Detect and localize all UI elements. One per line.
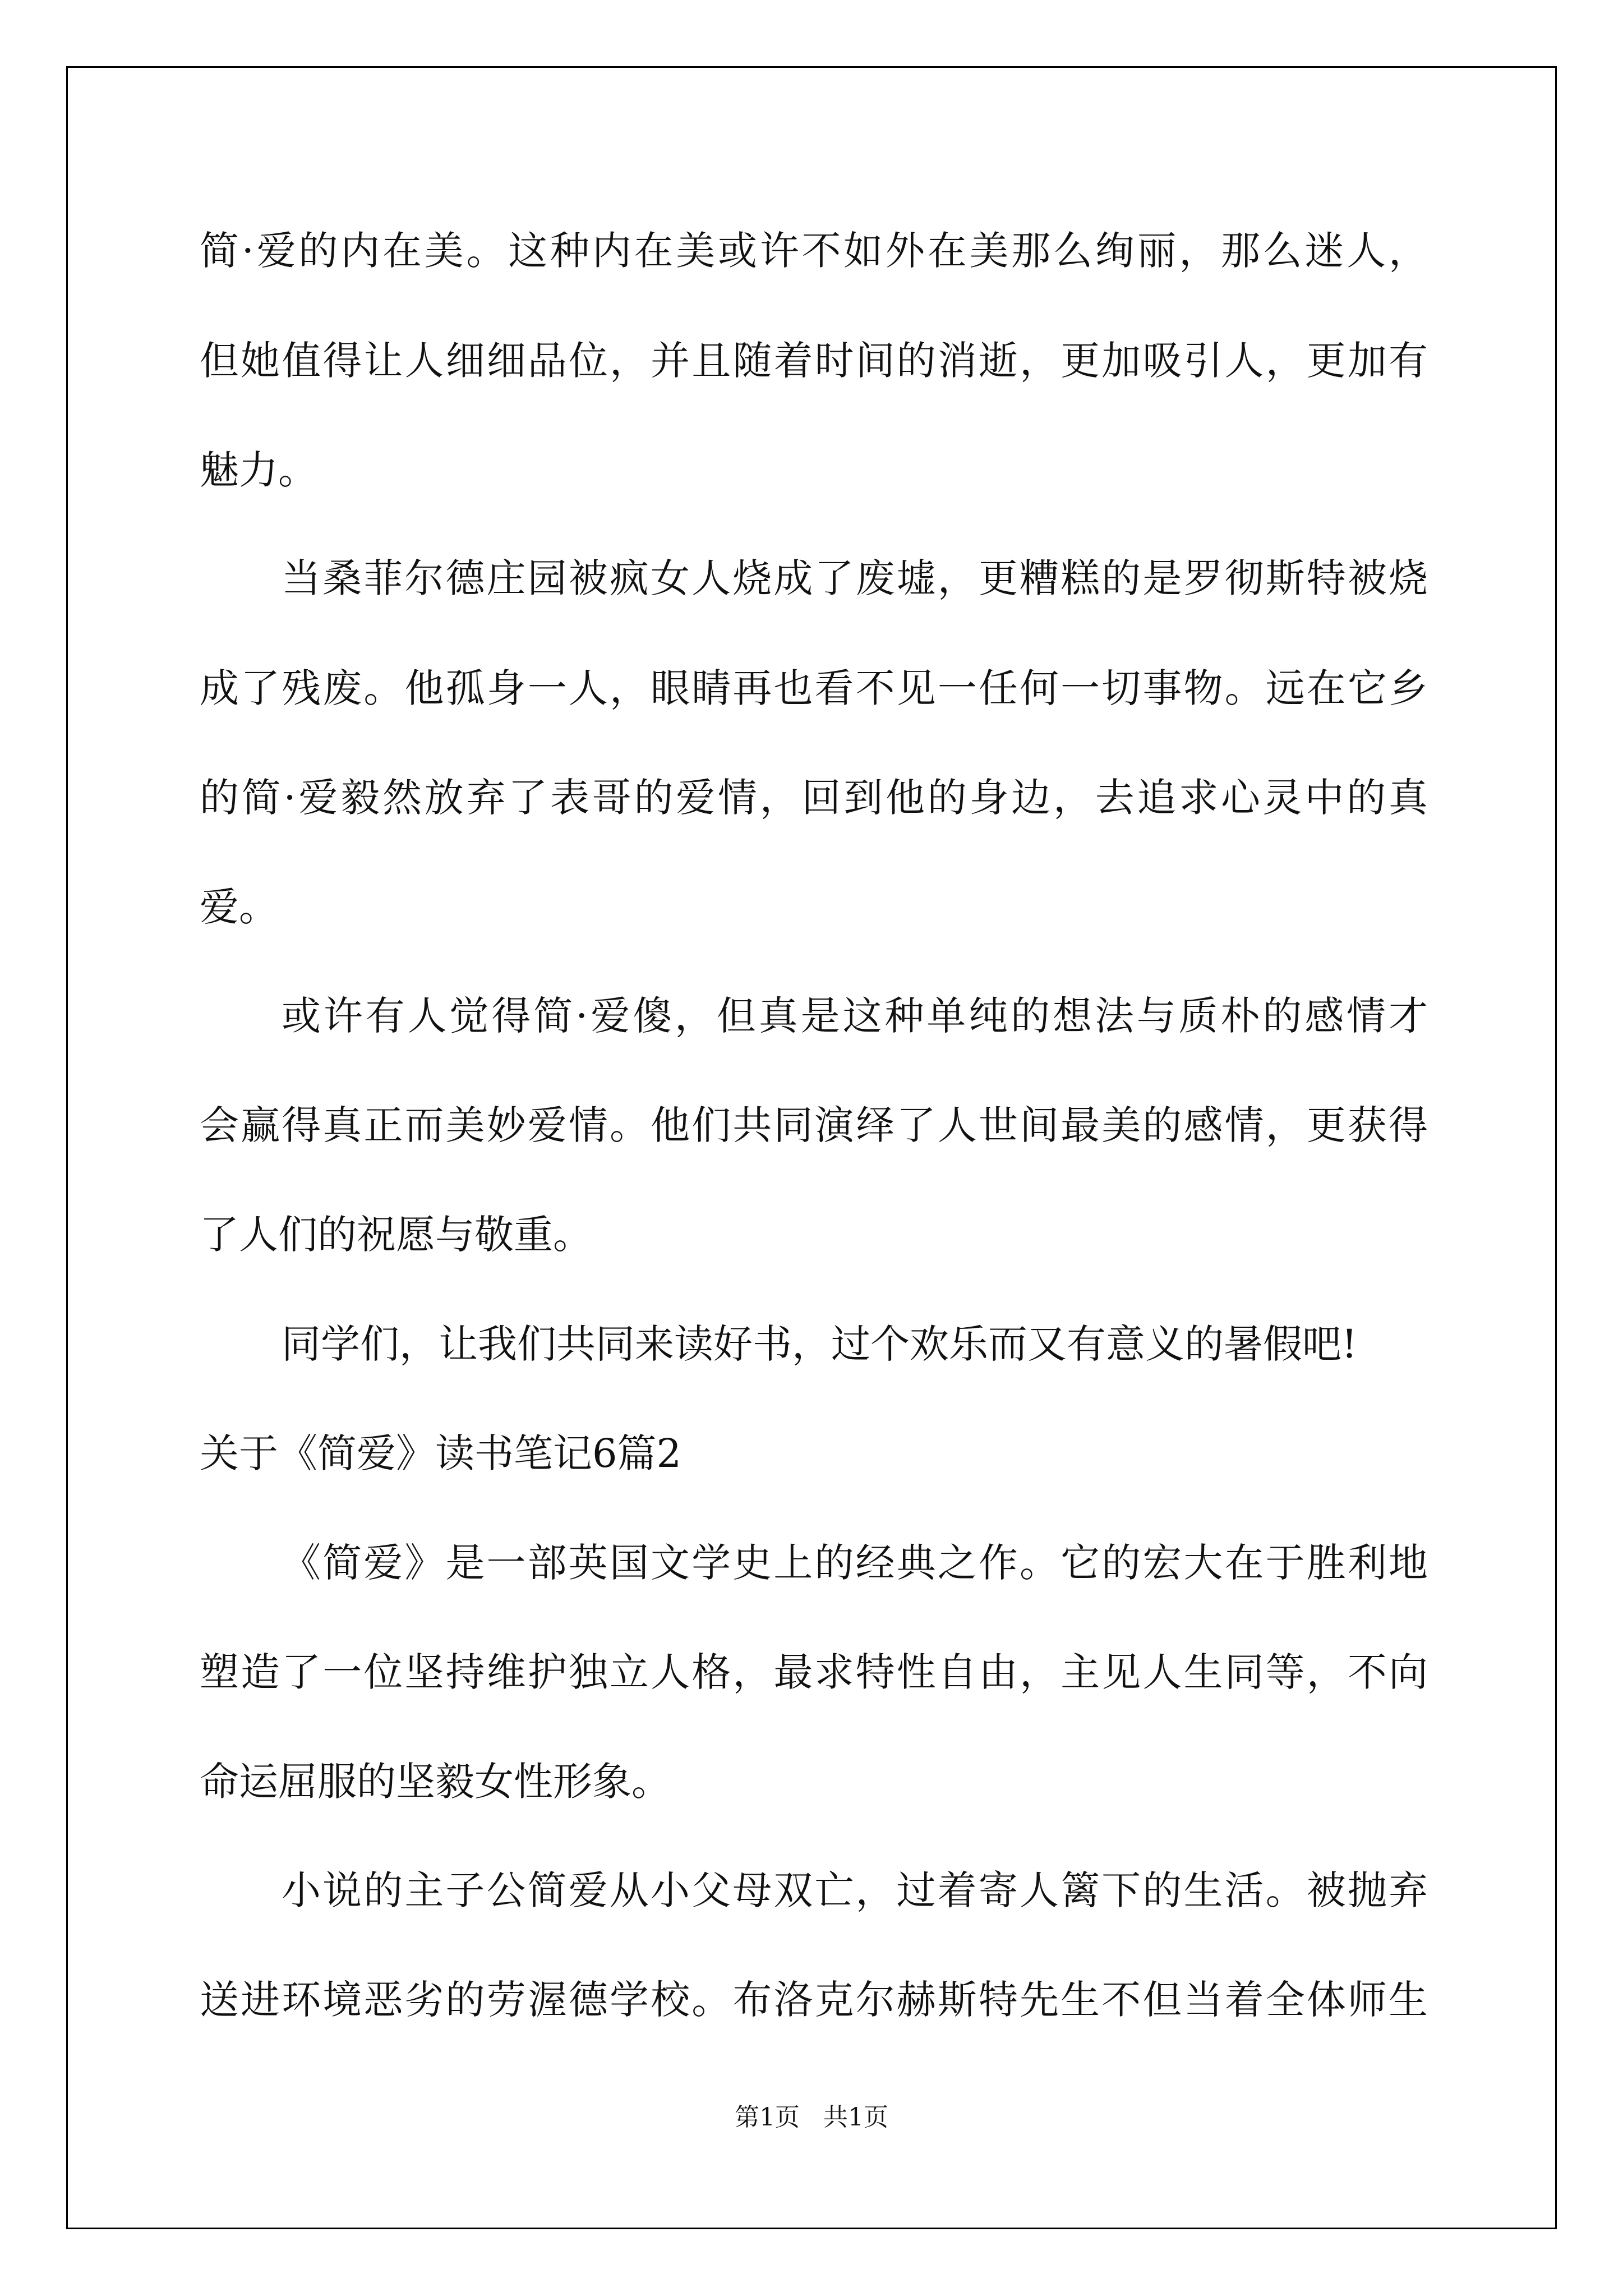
text-line: 但她值得让人细细品位，并且随着时间的消逝，更加吸引人，更加有 [200, 338, 1428, 384]
text-line: 简·爱的内在美。这种内在美或许不如外在美那么绚丽，那么迷人， [200, 228, 1428, 274]
text-line: 送进环境恶劣的劳渥德学校。布洛克尔赫斯特先生不但当着全体师生 [200, 1977, 1428, 2023]
section-heading: 关于《简爱》读书笔记6篇2 [200, 1430, 682, 1476]
text-line: 的简·爱毅然放弃了表哥的爱情，回到他的身边，去追求心灵中的真 [200, 775, 1428, 821]
text-line: 当桑菲尔德庄园被疯女人烧成了废墟，更糟糕的是罗彻斯特被烧 [282, 555, 1428, 601]
text-line: 了人们的祝愿与敬重。 [200, 1212, 592, 1258]
text-line: 小说的主子公简爱从小父母双亡，过着寄人篱下的生活。被抛弃 [282, 1867, 1428, 1913]
text-line: 魅力。 [200, 447, 317, 493]
text-line: 塑造了一位坚持维护独立人格，最求特性自由，主见人生同等，不向 [200, 1649, 1428, 1695]
text-line: 或许有人觉得简·爱傻，但真是这种单纯的想法与质朴的感情才 [282, 993, 1428, 1039]
text-line: 《简爱》是一部英国文学史上的经典之作。它的宏大在于胜利地 [282, 1540, 1428, 1586]
text-line: 会赢得真正而美妙爱情。他们共同演绎了人世间最美的感情，更获得 [200, 1102, 1428, 1148]
page-number: 第1页 共1页 [735, 2103, 888, 2132]
text-line: 爱。 [200, 884, 278, 930]
text-line: 同学们，让我们共同来读好书，过个欢乐而又有意义的暑假吧! [282, 1321, 1358, 1367]
text-line: 成了残废。他孤身一人，眼睛再也看不见一任何一切事物。远在它乡 [200, 665, 1428, 711]
text-line: 命运屈服的坚毅女性形象。 [200, 1759, 671, 1805]
